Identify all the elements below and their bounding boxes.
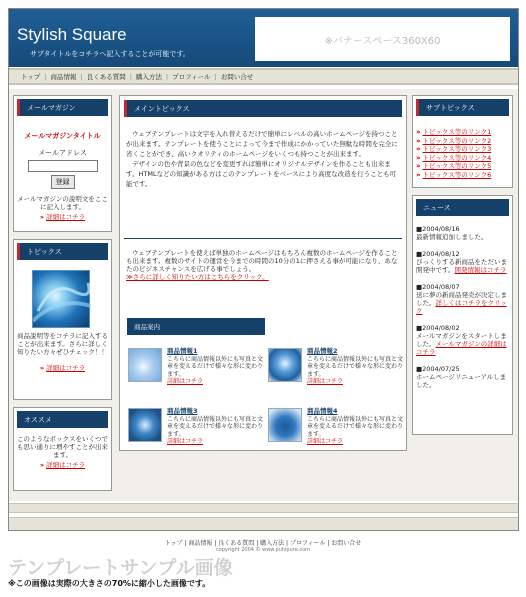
news-link[interactable]: 詳しくはコチラをクリック	[416, 299, 507, 315]
products-title	[127, 318, 265, 335]
product-card[interactable]	[128, 408, 268, 446]
products-row-2	[128, 408, 408, 446]
news-list	[416, 225, 510, 398]
product-card[interactable]	[268, 408, 408, 446]
site-header	[9, 9, 518, 67]
page-frame	[8, 8, 519, 531]
news-date: ■2004/08/02	[416, 324, 460, 332]
mail-magazine-box	[13, 95, 112, 232]
sub-topics-link-item[interactable]	[416, 145, 491, 154]
news-item	[416, 365, 510, 389]
footer-link-profile[interactable]: プロフィール	[289, 540, 326, 547]
news-item	[416, 225, 510, 241]
news-title: ニュース	[416, 199, 509, 216]
sub-topics-link[interactable]: トピックス等のリンク2	[422, 136, 492, 145]
news-item	[416, 283, 510, 315]
main-topics-paragraph-3: ウェブテンプレートを使えば単独のホームページはもちろん複数のホームページを作ることも出来ます。複数のサイトの運営を今までの時間の10分の1に押さえる事が可能になり、あなたのビジネスチャンスを広げる事でしょう。	[126, 249, 398, 273]
footer-link-purchase[interactable]: 購入方法	[260, 540, 285, 547]
site-title[interactable]: Stylish Square	[17, 25, 127, 44]
recommend-title: オススメ	[17, 411, 108, 428]
scale-note: ※この画像は実際の大きさの70%に縮小した画像です。	[8, 579, 211, 588]
main-topics-body-2	[126, 249, 400, 281]
nav-separator: |	[165, 72, 169, 81]
product-card[interactable]	[128, 348, 268, 386]
news-text: メールマガジンをスタートしました。	[416, 332, 507, 348]
mail-magazine-detail-link[interactable]: 詳細はコチラ	[46, 213, 86, 221]
site-subtitle: サブタイトルをコチラへ記入することが可能です。	[30, 50, 190, 58]
sub-topics-link-item[interactable]	[416, 171, 491, 180]
topics-image-graphic	[33, 271, 91, 329]
news-date: ■2004/08/07	[416, 283, 460, 291]
arrow-icon: »	[416, 170, 421, 179]
nav-separator: |	[44, 72, 47, 81]
global-nav	[9, 68, 518, 85]
nav-item-contact[interactable]: お問い合せ	[220, 73, 254, 81]
footer-link-contact[interactable]: お問い合せ	[331, 540, 362, 547]
topics-left-image	[32, 270, 90, 328]
arrow-icon: »	[39, 364, 45, 372]
news-item	[416, 250, 510, 274]
arrow-icon: »	[39, 461, 45, 469]
sub-topics-link-item[interactable]	[416, 137, 491, 146]
sub-topics-link[interactable]: トピックス等のリンク4	[422, 153, 492, 162]
sub-topics-link-item[interactable]	[416, 128, 491, 137]
product-image-1[interactable]	[128, 348, 162, 382]
footer-link-products[interactable]: 商品情報	[188, 540, 213, 547]
product-description: こちらに商品情報以外にも写真と文章を変えるだけで様々な形に変わります。	[307, 355, 404, 378]
product-description: こちらに商品情報以外にも写真と文章を変えるだけで様々な形に変わります。	[307, 415, 404, 438]
sub-topics-title: サブトピックス	[416, 99, 509, 116]
main-topics-paragraph-1: ウェブテンプレートは文字を入れ替えるだけで簡単にレベルの高いホームページを持つことが出来ます。テンプレートを使うことによって今まで作成にかかっていた無駄な時間を完全に省くことができ、高いクオリティのホームページをいくつも持つことが出来ます。	[126, 130, 398, 158]
news-link[interactable]: 開発情報はコチラ	[454, 266, 507, 274]
arrow-icon: »	[416, 145, 421, 153]
sub-topics-link[interactable]: トピックス等のリンク1	[422, 128, 492, 136]
main-topics-body	[126, 129, 400, 189]
topics-left-detail-link[interactable]: 詳細はコチラ	[46, 364, 86, 372]
product-detail-link[interactable]: 詳細はコチラ	[307, 378, 344, 385]
recommend-description: このようなボックスをいくつでも思い通りに増やすことが出来ます。	[17, 435, 108, 459]
product-description: こちらに商品情報以外にも写真と文章を変えるだけで様々な形に変わります。	[167, 355, 264, 378]
arrow-icon: »	[416, 162, 421, 170]
arrow-icon: »	[416, 153, 421, 162]
nav-item-faq[interactable]: 良くある質問	[86, 73, 126, 81]
sample-label: テンプレートサンプル画像	[8, 558, 233, 579]
nav-item-products[interactable]: 商品情報	[50, 73, 77, 81]
register-button[interactable]: 登録	[51, 175, 75, 189]
news-box	[412, 195, 513, 435]
product-detail-link[interactable]: 詳細はコチラ	[167, 378, 204, 385]
recommend-detail-link[interactable]: 詳細はコチラ	[46, 461, 86, 469]
arrow-icon: »	[416, 128, 421, 136]
email-input[interactable]	[28, 160, 98, 172]
nav-item-profile[interactable]: プロフィール	[172, 73, 211, 81]
nav-item-top[interactable]: トップ	[21, 73, 41, 81]
nav-separator: |	[80, 72, 83, 81]
news-date: ■2004/08/16	[416, 225, 460, 233]
nav-separator: |	[214, 72, 217, 81]
footer-link-top[interactable]: トップ	[164, 540, 183, 547]
news-text: 送に夢の新商品発売が決定しました。	[416, 291, 507, 307]
news-item	[416, 324, 510, 356]
product-name[interactable]: 商品情報3	[167, 407, 198, 415]
sub-topics-link[interactable]: トピックス等のリンク3	[422, 145, 492, 153]
sub-topics-link-item[interactable]	[416, 154, 491, 163]
topics-left-box	[13, 239, 112, 400]
banner-space[interactable]: ※バナースペース360X60	[255, 17, 510, 61]
main-topics-paragraph-2: デザインの色や背景の色などを変更すれば簡単にオリジナルデザインを作ることも出来ます。HTMLなどの知識がある方はこのテンプレートをベースにより高度な改造を行うことも可能です。	[126, 160, 397, 188]
email-label: メールアドレス	[38, 149, 87, 157]
product-image-2[interactable]	[268, 348, 302, 382]
main-topics-title: メイントピックス	[124, 100, 402, 117]
nav-separator: |	[129, 72, 132, 81]
mail-magazine-heading: メールマガジンタイトル	[24, 132, 101, 140]
news-text: びっくりする新商品をただいま開発中です。	[416, 258, 507, 274]
copyright: copyright 2004 © www.puhipure.com	[215, 547, 311, 553]
product-name[interactable]: 商品情報1	[167, 347, 198, 355]
mail-magazine-title: メールマガジン	[17, 99, 108, 116]
product-image-3[interactable]	[128, 408, 162, 442]
sub-topics-link-item[interactable]	[416, 162, 491, 171]
product-detail-link[interactable]: 詳細はコチラ	[167, 438, 204, 445]
sub-topics-link[interactable]: トピックス等のリンク5	[422, 162, 492, 170]
section-divider	[124, 238, 402, 239]
product-image-4[interactable]	[268, 408, 302, 442]
footer-bar-top	[9, 503, 518, 513]
topics-left-title: トピックス	[17, 243, 108, 260]
mail-magazine-description: メールマガジンの説明文をここに記入します。	[17, 195, 108, 211]
product-name[interactable]: 商品情報2	[307, 347, 338, 355]
sub-topics-list	[416, 128, 491, 179]
sub-topics-box	[412, 95, 513, 188]
sub-topics-link[interactable]: トピックス等のリンク6	[422, 170, 492, 179]
nav-item-purchase[interactable]: 購入方法	[135, 73, 162, 81]
products-title-text: 商品案内	[134, 323, 160, 331]
footer-link-faq[interactable]: 良くある質問	[218, 540, 255, 547]
news-text: ホームページリニューアルしました。	[416, 373, 507, 389]
product-card[interactable]	[268, 348, 408, 386]
recommend-box	[13, 407, 112, 491]
news-date: ■2004/08/12	[416, 250, 460, 258]
product-detail-link[interactable]: 詳細はコチラ	[307, 438, 344, 445]
footer-bar-bottom	[9, 517, 518, 530]
news-text: 最新情報追加しました。	[416, 233, 488, 241]
product-name[interactable]: 商品情報4	[307, 407, 338, 415]
products-row-1	[128, 348, 408, 386]
news-date: ■2004/07/25	[416, 365, 460, 373]
product-description: こちらに商品情報以外にも写真と文章を変えるだけで様々な形に変わります。	[167, 415, 264, 438]
arrow-icon: »	[416, 136, 421, 145]
main-column	[119, 95, 407, 451]
news-link[interactable]: メールマガジンの詳細はコチラ	[416, 340, 507, 356]
main-topics-detail-link[interactable]: ≫さらに詳しく知りたい方はこちらをクリック。	[126, 273, 269, 281]
footer-nav: トップ | 商品情報 | 良くある質問 | 購入方法 | プロフィール | お問い合せ	[164, 540, 362, 547]
content-area	[9, 89, 518, 501]
arrow-icon: »	[39, 213, 45, 221]
topics-left-description: 商品説明等をコチラに記入することが出来ます。さらに詳しく知りたい方々ぜひチェック！！	[17, 332, 108, 356]
